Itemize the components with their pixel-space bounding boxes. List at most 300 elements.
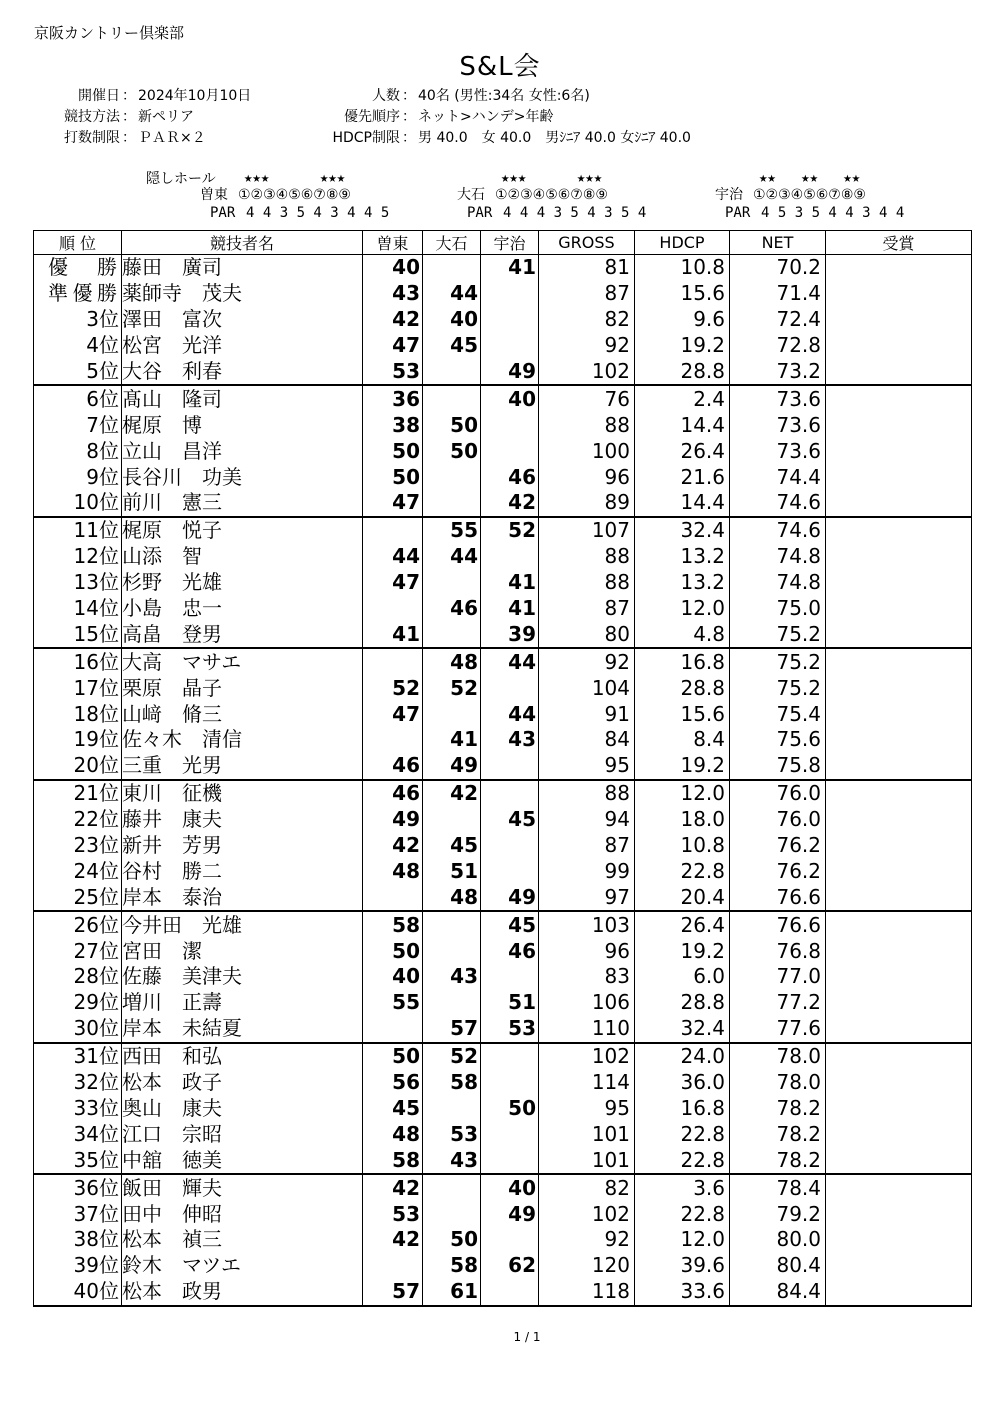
score-sotsu: 43 bbox=[363, 281, 423, 307]
rank-cell: 38位 bbox=[34, 1227, 122, 1253]
player-name: 鈴木 マツエ bbox=[122, 1253, 363, 1279]
score-uji: 62 bbox=[481, 1253, 539, 1279]
score-uji bbox=[481, 412, 539, 438]
score-sotsu: 42 bbox=[363, 1227, 423, 1253]
score-uji: 49 bbox=[481, 359, 539, 386]
score-uji: 51 bbox=[481, 990, 539, 1016]
score-uji: 44 bbox=[481, 701, 539, 727]
score-oishi bbox=[423, 938, 481, 964]
score-sotsu: 40 bbox=[363, 255, 423, 281]
award-cell bbox=[826, 385, 972, 412]
table-row bbox=[34, 596, 972, 622]
info-separator: ： bbox=[402, 130, 416, 146]
hidden-hole-stars: ★★ ★★ ★★ bbox=[759, 170, 861, 186]
player-name: 杉野 光雄 bbox=[122, 570, 363, 596]
table-row bbox=[34, 385, 972, 412]
score-oishi: 49 bbox=[423, 753, 481, 780]
info-label: 開催日 bbox=[78, 88, 120, 104]
player-name: 松宮 光洋 bbox=[122, 333, 363, 359]
table-row bbox=[34, 1096, 972, 1122]
score-uji: 41 bbox=[481, 570, 539, 596]
hole-numbers: ①②③④⑤⑥⑦⑧⑨ bbox=[238, 187, 351, 203]
net-score: 78.2 bbox=[730, 1121, 826, 1147]
handicap: 33.6 bbox=[635, 1279, 730, 1306]
gross-score: 102 bbox=[539, 1043, 635, 1070]
net-score: 78.2 bbox=[730, 1096, 826, 1122]
player-name: 宮田 潔 bbox=[122, 938, 363, 964]
score-oishi bbox=[423, 807, 481, 833]
award-cell bbox=[826, 1174, 972, 1201]
net-score: 76.8 bbox=[730, 938, 826, 964]
score-sotsu: 55 bbox=[363, 990, 423, 1016]
score-sotsu bbox=[363, 884, 423, 911]
score-sotsu: 44 bbox=[363, 544, 423, 570]
handicap: 9.6 bbox=[635, 307, 730, 333]
rank-cell: 18位 bbox=[34, 701, 122, 727]
score-uji bbox=[481, 544, 539, 570]
score-uji: 39 bbox=[481, 621, 539, 648]
score-oishi bbox=[423, 1201, 481, 1227]
handicap: 28.8 bbox=[635, 359, 730, 386]
handicap: 15.6 bbox=[635, 701, 730, 727]
par-values: 4 5 3 5 4 4 3 4 4 bbox=[761, 205, 905, 221]
score-uji bbox=[481, 675, 539, 701]
table-row bbox=[34, 464, 972, 490]
gross-score: 88 bbox=[539, 780, 635, 807]
award-cell bbox=[826, 570, 972, 596]
rank-cell: 35位 bbox=[34, 1147, 122, 1174]
handicap: 2.4 bbox=[635, 385, 730, 412]
player-name: 髙山 隆司 bbox=[122, 385, 363, 412]
table-header-row bbox=[34, 231, 972, 255]
player-name: 飯田 輝夫 bbox=[122, 1174, 363, 1201]
gross-score: 106 bbox=[539, 990, 635, 1016]
gross-score: 96 bbox=[539, 464, 635, 490]
net-score: 77.0 bbox=[730, 964, 826, 990]
player-name: 中舘 徳美 bbox=[122, 1147, 363, 1174]
net-score: 73.6 bbox=[730, 412, 826, 438]
player-name: 東川 征機 bbox=[122, 780, 363, 807]
table-row bbox=[34, 570, 972, 596]
gross-score: 110 bbox=[539, 1016, 635, 1043]
hole-numbers: ①②③④⑤⑥⑦⑧⑨ bbox=[753, 187, 866, 203]
gross-score: 94 bbox=[539, 807, 635, 833]
rank-cell: 26位 bbox=[34, 911, 122, 938]
score-sotsu: 42 bbox=[363, 833, 423, 859]
player-name: 前川 憲三 bbox=[122, 490, 363, 517]
gross-score: 101 bbox=[539, 1147, 635, 1174]
score-oishi: 43 bbox=[423, 964, 481, 990]
score-sotsu bbox=[363, 648, 423, 675]
info-label: 優先順序 bbox=[344, 109, 400, 125]
gross-score: 95 bbox=[539, 1096, 635, 1122]
course-name: 宇治 bbox=[715, 187, 743, 203]
gross-score: 87 bbox=[539, 281, 635, 307]
handicap: 26.4 bbox=[635, 911, 730, 938]
rank-cell: 17位 bbox=[34, 675, 122, 701]
score-oishi bbox=[423, 911, 481, 938]
player-name: 藤井 康夫 bbox=[122, 807, 363, 833]
score-sotsu: 48 bbox=[363, 858, 423, 884]
club-name: 京阪カントリー倶楽部 bbox=[34, 24, 185, 42]
table-row bbox=[34, 1121, 972, 1147]
player-name: 山﨑 脩三 bbox=[122, 701, 363, 727]
gross-score: 97 bbox=[539, 884, 635, 911]
score-oishi: 53 bbox=[423, 1121, 481, 1147]
rank-cell: 7位 bbox=[34, 412, 122, 438]
net-score: 73.6 bbox=[730, 438, 826, 464]
rank-cell: 24位 bbox=[34, 858, 122, 884]
score-uji bbox=[481, 858, 539, 884]
score-uji: 41 bbox=[481, 255, 539, 281]
player-name: 小島 忠一 bbox=[122, 596, 363, 622]
score-oishi: 43 bbox=[423, 1147, 481, 1174]
net-score: 76.6 bbox=[730, 911, 826, 938]
net-score: 71.4 bbox=[730, 281, 826, 307]
handicap: 24.0 bbox=[635, 1043, 730, 1070]
table-row bbox=[34, 281, 972, 307]
table-row bbox=[34, 807, 972, 833]
score-sotsu bbox=[363, 517, 423, 544]
handicap: 19.2 bbox=[635, 938, 730, 964]
gross-score: 88 bbox=[539, 412, 635, 438]
rank-cell: 36位 bbox=[34, 1174, 122, 1201]
rank-cell: 34位 bbox=[34, 1121, 122, 1147]
rank-cell: 12位 bbox=[34, 544, 122, 570]
score-uji bbox=[481, 833, 539, 859]
score-oishi bbox=[423, 464, 481, 490]
score-oishi: 58 bbox=[423, 1070, 481, 1096]
score-uji bbox=[481, 1147, 539, 1174]
score-oishi bbox=[423, 621, 481, 648]
award-cell bbox=[826, 281, 972, 307]
results-table bbox=[33, 230, 972, 1307]
score-uji: 40 bbox=[481, 1174, 539, 1201]
award-cell bbox=[826, 1070, 972, 1096]
table-row bbox=[34, 753, 972, 780]
award-cell bbox=[826, 727, 972, 753]
player-name: 大谷 利春 bbox=[122, 359, 363, 386]
score-uji bbox=[481, 964, 539, 990]
score-sotsu: 47 bbox=[363, 701, 423, 727]
net-score: 76.2 bbox=[730, 833, 826, 859]
player-name: 大高 マサエ bbox=[122, 648, 363, 675]
par-values: 4 4 3 5 4 3 4 4 5 bbox=[246, 205, 390, 221]
player-name: 梶原 悦子 bbox=[122, 517, 363, 544]
player-name: 西田 和弘 bbox=[122, 1043, 363, 1070]
gross-score: 88 bbox=[539, 570, 635, 596]
net-score: 75.8 bbox=[730, 753, 826, 780]
rank-cell: 37位 bbox=[34, 1201, 122, 1227]
score-uji: 42 bbox=[481, 490, 539, 517]
award-cell bbox=[826, 964, 972, 990]
gross-score: 92 bbox=[539, 333, 635, 359]
score-uji: 40 bbox=[481, 385, 539, 412]
score-sotsu: 47 bbox=[363, 333, 423, 359]
info-separator: ： bbox=[122, 109, 136, 125]
score-sotsu: 48 bbox=[363, 1121, 423, 1147]
score-uji bbox=[481, 438, 539, 464]
award-cell bbox=[826, 1279, 972, 1306]
handicap: 26.4 bbox=[635, 438, 730, 464]
score-oishi bbox=[423, 701, 481, 727]
net-score: 76.6 bbox=[730, 884, 826, 911]
score-uji: 46 bbox=[481, 938, 539, 964]
info-row bbox=[50, 107, 251, 128]
handicap: 13.2 bbox=[635, 544, 730, 570]
award-cell bbox=[826, 1147, 972, 1174]
gross-score: 100 bbox=[539, 438, 635, 464]
score-sotsu: 50 bbox=[363, 464, 423, 490]
handicap: 8.4 bbox=[635, 727, 730, 753]
column-header: 順 位 bbox=[34, 231, 122, 255]
player-name: 三重 光男 bbox=[122, 753, 363, 780]
rank-cell: 29位 bbox=[34, 990, 122, 1016]
info-label: 競技方法 bbox=[64, 109, 120, 125]
score-oishi: 51 bbox=[423, 858, 481, 884]
score-sotsu bbox=[363, 1253, 423, 1279]
player-name: 高畠 登男 bbox=[122, 621, 363, 648]
score-uji bbox=[481, 753, 539, 780]
handicap: 16.8 bbox=[635, 648, 730, 675]
table-row bbox=[34, 1043, 972, 1070]
score-oishi: 45 bbox=[423, 833, 481, 859]
player-name: 立山 昌洋 bbox=[122, 438, 363, 464]
award-cell bbox=[826, 1096, 972, 1122]
score-oishi: 44 bbox=[423, 544, 481, 570]
award-cell bbox=[826, 938, 972, 964]
net-score: 76.0 bbox=[730, 780, 826, 807]
net-score: 80.0 bbox=[730, 1227, 826, 1253]
score-sotsu: 53 bbox=[363, 1201, 423, 1227]
table-row bbox=[34, 701, 972, 727]
column-header: HDCP bbox=[635, 231, 730, 255]
player-name: 新井 芳男 bbox=[122, 833, 363, 859]
info-label: HDCP制限 bbox=[332, 130, 400, 146]
gross-score: 81 bbox=[539, 255, 635, 281]
rank-cell: 3位 bbox=[34, 307, 122, 333]
info-value: 男 40.0 女 40.0 男ｼﾆｱ 40.0 女ｼﾆｱ 40.0 bbox=[418, 130, 691, 146]
score-oishi bbox=[423, 490, 481, 517]
score-uji: 46 bbox=[481, 464, 539, 490]
rank-cell: 優 勝 bbox=[34, 255, 122, 281]
table-row bbox=[34, 648, 972, 675]
score-uji: 45 bbox=[481, 807, 539, 833]
gross-score: 104 bbox=[539, 675, 635, 701]
handicap: 13.2 bbox=[635, 570, 730, 596]
gross-score: 92 bbox=[539, 1227, 635, 1253]
net-score: 74.8 bbox=[730, 544, 826, 570]
score-oishi: 55 bbox=[423, 517, 481, 544]
table-row bbox=[34, 1279, 972, 1306]
table-row bbox=[34, 1227, 972, 1253]
handicap: 22.8 bbox=[635, 1121, 730, 1147]
info-row bbox=[312, 107, 691, 128]
score-sotsu: 46 bbox=[363, 780, 423, 807]
gross-score: 102 bbox=[539, 1201, 635, 1227]
award-cell bbox=[826, 359, 972, 386]
award-cell bbox=[826, 833, 972, 859]
table-row bbox=[34, 517, 972, 544]
gross-score: 102 bbox=[539, 359, 635, 386]
handicap: 21.6 bbox=[635, 464, 730, 490]
rank-cell: 10位 bbox=[34, 490, 122, 517]
info-separator: ： bbox=[122, 130, 136, 146]
handicap: 39.6 bbox=[635, 1253, 730, 1279]
player-name: 澤田 富次 bbox=[122, 307, 363, 333]
hidden-hole-stars: ★★★ ★★★ bbox=[244, 170, 346, 186]
score-sotsu: 57 bbox=[363, 1279, 423, 1306]
par-label: PAR bbox=[467, 205, 493, 221]
score-oishi: 57 bbox=[423, 1016, 481, 1043]
handicap: 4.8 bbox=[635, 621, 730, 648]
score-sotsu bbox=[363, 1016, 423, 1043]
score-sotsu: 58 bbox=[363, 911, 423, 938]
net-score: 74.4 bbox=[730, 464, 826, 490]
score-oishi: 48 bbox=[423, 884, 481, 911]
info-label: 打数制限 bbox=[64, 130, 120, 146]
score-sotsu: 40 bbox=[363, 964, 423, 990]
score-sotsu: 47 bbox=[363, 490, 423, 517]
gross-score: 91 bbox=[539, 701, 635, 727]
rank-cell: 28位 bbox=[34, 964, 122, 990]
handicap: 22.8 bbox=[635, 1201, 730, 1227]
score-oishi bbox=[423, 385, 481, 412]
score-oishi bbox=[423, 255, 481, 281]
score-oishi bbox=[423, 1174, 481, 1201]
net-score: 77.2 bbox=[730, 990, 826, 1016]
rank-cell: 39位 bbox=[34, 1253, 122, 1279]
net-score: 70.2 bbox=[730, 255, 826, 281]
score-oishi bbox=[423, 1096, 481, 1122]
rank-cell: 準優勝 bbox=[34, 281, 122, 307]
handicap: 18.0 bbox=[635, 807, 730, 833]
table-row bbox=[34, 307, 972, 333]
score-sotsu bbox=[363, 596, 423, 622]
net-score: 76.0 bbox=[730, 807, 826, 833]
award-cell bbox=[826, 648, 972, 675]
event-info-right bbox=[312, 86, 691, 149]
handicap: 6.0 bbox=[635, 964, 730, 990]
score-uji bbox=[481, 1070, 539, 1096]
score-sotsu: 42 bbox=[363, 307, 423, 333]
handicap: 28.8 bbox=[635, 675, 730, 701]
rank-cell: 40位 bbox=[34, 1279, 122, 1306]
table-row bbox=[34, 412, 972, 438]
info-label: 人数 bbox=[372, 88, 400, 104]
award-cell bbox=[826, 1121, 972, 1147]
handicap: 14.4 bbox=[635, 490, 730, 517]
hidden-hole-label: 隠しホール bbox=[146, 171, 216, 187]
player-name: 佐藤 美津夫 bbox=[122, 964, 363, 990]
net-score: 75.4 bbox=[730, 701, 826, 727]
net-score: 78.4 bbox=[730, 1174, 826, 1201]
handicap: 16.8 bbox=[635, 1096, 730, 1122]
score-uji: 43 bbox=[481, 727, 539, 753]
award-cell bbox=[826, 780, 972, 807]
rank-cell: 31位 bbox=[34, 1043, 122, 1070]
table-row bbox=[34, 1201, 972, 1227]
player-name: 佐々木 清信 bbox=[122, 727, 363, 753]
table-row bbox=[34, 964, 972, 990]
score-oishi: 58 bbox=[423, 1253, 481, 1279]
column-header: GROSS bbox=[539, 231, 635, 255]
rank-cell: 32位 bbox=[34, 1070, 122, 1096]
award-cell bbox=[826, 1201, 972, 1227]
table-row bbox=[34, 544, 972, 570]
rank-cell: 25位 bbox=[34, 884, 122, 911]
net-score: 84.4 bbox=[730, 1279, 826, 1306]
info-value: 2024年10月10日 bbox=[138, 88, 252, 104]
award-cell bbox=[826, 412, 972, 438]
table-row bbox=[34, 911, 972, 938]
net-score: 74.6 bbox=[730, 517, 826, 544]
gross-score: 82 bbox=[539, 1174, 635, 1201]
score-sotsu: 50 bbox=[363, 438, 423, 464]
course-name: 曽東 bbox=[200, 187, 228, 203]
score-uji bbox=[481, 1279, 539, 1306]
handicap: 28.8 bbox=[635, 990, 730, 1016]
player-name: 梶原 博 bbox=[122, 412, 363, 438]
score-uji: 44 bbox=[481, 648, 539, 675]
handicap: 32.4 bbox=[635, 1016, 730, 1043]
gross-score: 80 bbox=[539, 621, 635, 648]
award-cell bbox=[826, 701, 972, 727]
player-name: 田中 伸昭 bbox=[122, 1201, 363, 1227]
award-cell bbox=[826, 517, 972, 544]
info-separator: ： bbox=[122, 88, 136, 104]
info-row bbox=[312, 86, 691, 107]
award-cell bbox=[826, 596, 972, 622]
award-cell bbox=[826, 1253, 972, 1279]
rank-cell: 15位 bbox=[34, 621, 122, 648]
handicap: 10.8 bbox=[635, 255, 730, 281]
award-cell bbox=[826, 990, 972, 1016]
handicap: 36.0 bbox=[635, 1070, 730, 1096]
info-row bbox=[312, 128, 691, 149]
table-row bbox=[34, 490, 972, 517]
award-cell bbox=[826, 333, 972, 359]
info-row bbox=[50, 128, 251, 149]
score-oishi: 42 bbox=[423, 780, 481, 807]
score-sotsu: 49 bbox=[363, 807, 423, 833]
handicap: 32.4 bbox=[635, 517, 730, 544]
gross-score: 76 bbox=[539, 385, 635, 412]
course-name: 大石 bbox=[457, 187, 485, 203]
gross-score: 87 bbox=[539, 833, 635, 859]
info-separator: ： bbox=[402, 88, 416, 104]
player-name: 松本 禎三 bbox=[122, 1227, 363, 1253]
table-row bbox=[34, 675, 972, 701]
hidden-hole-stars: ★★★ ★★★ bbox=[501, 170, 603, 186]
table-row bbox=[34, 359, 972, 386]
score-uji bbox=[481, 1227, 539, 1253]
event-info-left bbox=[50, 86, 251, 149]
page-number: 1 / 1 bbox=[513, 1330, 541, 1344]
score-oishi: 50 bbox=[423, 1227, 481, 1253]
score-uji bbox=[481, 1121, 539, 1147]
score-uji: 49 bbox=[481, 884, 539, 911]
score-sotsu: 58 bbox=[363, 1147, 423, 1174]
score-oishi: 52 bbox=[423, 675, 481, 701]
par-label: PAR bbox=[725, 205, 751, 221]
award-cell bbox=[826, 911, 972, 938]
net-score: 74.6 bbox=[730, 490, 826, 517]
player-name: 栗原 晶子 bbox=[122, 675, 363, 701]
gross-score: 103 bbox=[539, 911, 635, 938]
table-row bbox=[34, 1070, 972, 1096]
column-header: 競技者名 bbox=[122, 231, 363, 255]
